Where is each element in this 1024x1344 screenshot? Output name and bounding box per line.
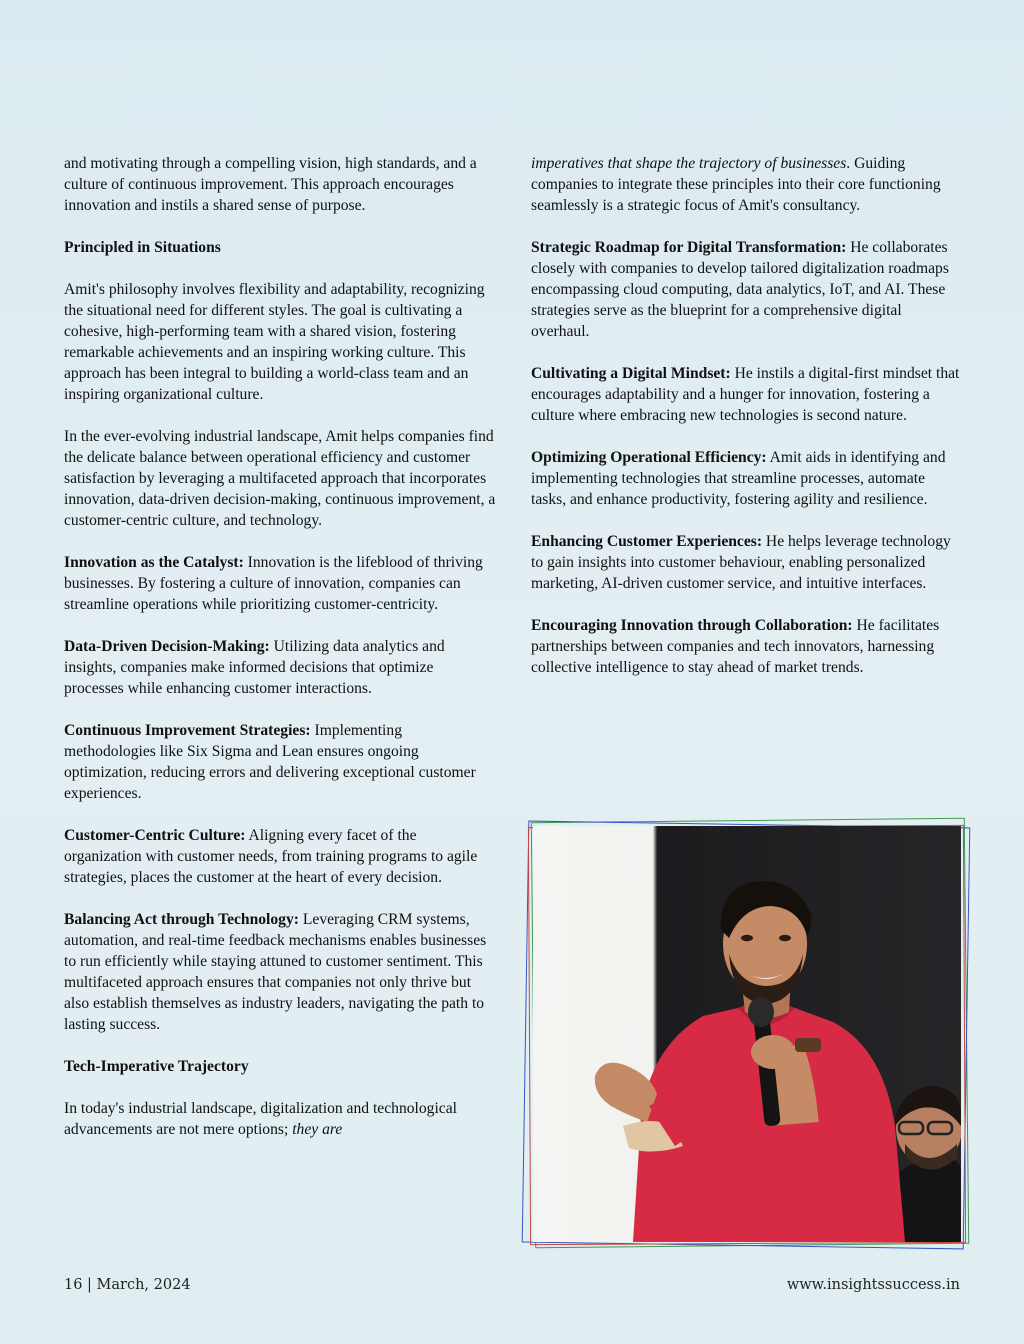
item-title: Data-Driven Decision-Making: bbox=[64, 638, 270, 655]
list-item bbox=[64, 825, 496, 888]
speaker-illustration bbox=[533, 826, 961, 1242]
item-title: Customer-Centric Culture: bbox=[64, 827, 246, 844]
speaker-photo-frame bbox=[523, 818, 967, 1250]
list-item bbox=[64, 909, 496, 1035]
item-title: Continuous Improvement Strategies: bbox=[64, 722, 311, 739]
item-text: Aligning every facet of the organization with customer needs, from training programs to agile strategies, places the customer at the heart of every decision. bbox=[64, 827, 478, 886]
list-item bbox=[531, 363, 961, 426]
item-text: Utilizing data analytics and insights, companies make informed decisions that optimize processes while enhancing customer interactions. bbox=[64, 638, 445, 697]
website-link[interactable]: www.insightssuccess.in bbox=[786, 1277, 960, 1293]
item-text: Leveraging CRM systems, automation, and real-time feedback mechanisms enables businesses to run efficiently while staying attuned to customer sentiment. This multifaceted approach ensures that companies not only thrive but also establish themselves as industry leaders, navigating the path to lasting success. bbox=[64, 911, 487, 1033]
list-item bbox=[64, 636, 496, 699]
page-number-date: 16 | March, 2024 bbox=[64, 1277, 191, 1293]
section-heading: Principled in Situations bbox=[64, 239, 221, 256]
item-title: Innovation as the Catalyst: bbox=[64, 554, 244, 571]
item-text: Amit aids in identifying and implementing technologies that streamline processes, automate tasks, and enhance productivity, fostering agility and resilience. bbox=[531, 449, 946, 508]
item-text: Innovation is the lifeblood of thriving businesses. By fostering a culture of innovation, companies can streamline operations while prioritizing customer-centricity. bbox=[64, 554, 483, 613]
list-item bbox=[531, 615, 961, 678]
paragraph: In the ever-evolving industrial landscape, Amit helps companies find the delicate balance between operational efficiency and customer satisfaction by leveraging a multifaceted approach that incorporates innovation, data-driven decision-making, continuous improvement, a customer-centric culture, and technology. bbox=[64, 428, 496, 529]
speaker-photo bbox=[533, 826, 961, 1242]
item-title: Balancing Act through Technology: bbox=[64, 911, 299, 928]
list-item bbox=[64, 720, 496, 804]
right-column bbox=[531, 153, 961, 699]
item-title: Enhancing Customer Experiences: bbox=[531, 533, 763, 550]
item-text: He instils a digital-first mindset that encourages adaptability and a hunger for innovation, fostering a culture where embracing new technologies is second nature. bbox=[531, 365, 960, 424]
item-text: He helps leverage technology to gain insights into customer behaviour, enabling personalized marketing, AI-driven customer service, and intuitive interfaces. bbox=[531, 533, 951, 592]
item-title: Strategic Roadmap for Digital Transformation: bbox=[531, 239, 847, 256]
section-heading: Tech-Imperative Trajectory bbox=[64, 1058, 249, 1075]
paragraph: Amit's philosophy involves flexibility and adaptability, recognizing the situational need for different styles. The goal is cultivating a cohesive, high-performing team with a shared vision, fostering remarkable achievements and an inspiring working culture. This approach has been integral to building a world-class team and an inspiring organizational culture. bbox=[64, 281, 485, 403]
list-item bbox=[531, 447, 961, 510]
left-column bbox=[64, 153, 496, 1161]
item-text: He facilitates partnerships between companies and tech innovators, harnessing collective intelligence to stay ahead of market trends. bbox=[531, 617, 940, 676]
item-text: Implementing methodologies like Six Sigma and Lean ensures ongoing optimization, reducing errors and delivering exceptional customer experiences. bbox=[64, 722, 476, 802]
item-title: Encouraging Innovation through Collaboration: bbox=[531, 617, 853, 634]
paragraph: In today's industrial landscape, digitalization and technological advancements are not mere options; they are bbox=[64, 1100, 457, 1138]
list-item bbox=[531, 237, 961, 342]
list-item bbox=[64, 552, 496, 615]
paragraph: imperatives that shape the trajectory of businesses. Guiding companies to integrate these principles into their core functioning seamlessly is a strategic focus of Amit's consultancy. bbox=[531, 155, 941, 214]
item-text: He collaborates closely with companies to develop tailored digitalization roadmaps encompassing cloud computing, data analytics, IoT, and AI. These strategies serve as the blueprint for a comprehensive digital overhaul. bbox=[531, 239, 949, 340]
speaker bbox=[595, 881, 905, 1242]
item-title: Optimizing Operational Efficiency: bbox=[531, 449, 767, 466]
item-title: Cultivating a Digital Mindset: bbox=[531, 365, 731, 382]
paragraph: and motivating through a compelling vision, high standards, and a culture of continuous improvement. This approach encourages innovation and instils a shared sense of purpose. bbox=[64, 155, 477, 214]
list-item bbox=[531, 531, 961, 594]
